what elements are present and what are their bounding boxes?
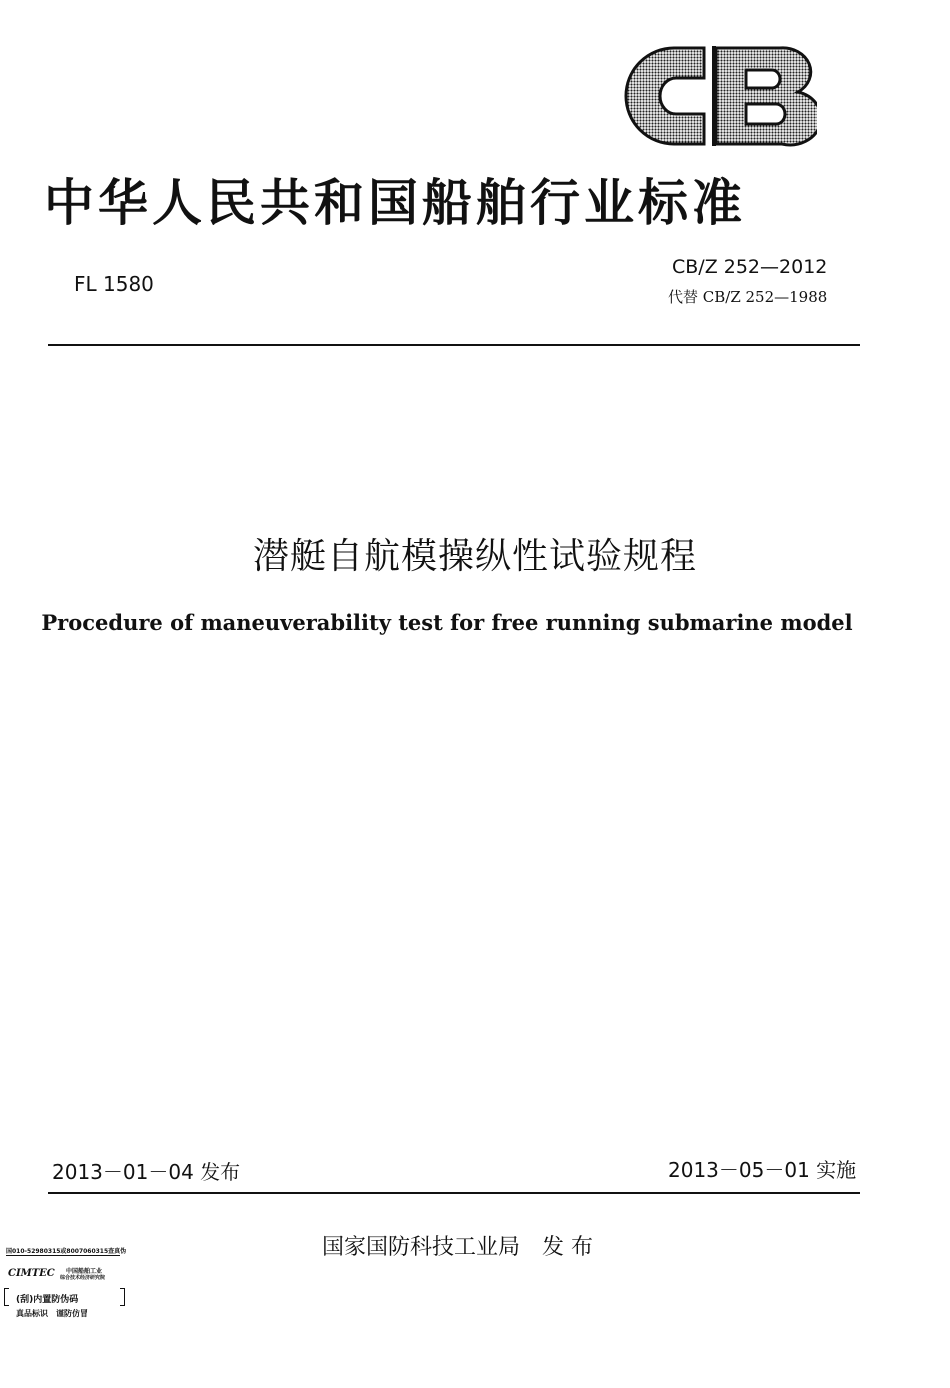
logo-b-shape bbox=[716, 48, 817, 145]
stamp-bracket-right bbox=[120, 1288, 125, 1306]
issue-date: 2013－01－04 发布 bbox=[52, 1160, 241, 1184]
classification-code: FL 1580 bbox=[74, 272, 154, 296]
stamp-bracket-left bbox=[4, 1288, 9, 1306]
stamp-divider bbox=[6, 1255, 120, 1256]
document-title-english: Procedure of maneuverability test for free running submarine model bbox=[41, 610, 853, 635]
stamp-org-2: 综合技术经济研究院 bbox=[60, 1275, 106, 1281]
document-title-chinese: 潜艇自航模操纵性试验规程 bbox=[252, 536, 697, 577]
standard-number: CB/Z 252—2012 bbox=[672, 256, 828, 278]
cb-logo bbox=[612, 44, 817, 148]
implementation-date: 2013－05－01 实施 bbox=[668, 1158, 857, 1182]
stamp-authentic-mark: 真品标识 谨防仿冒 bbox=[16, 1309, 88, 1318]
stamp-scratch-code: (刮)内置防伪码 bbox=[16, 1295, 79, 1305]
header-divider bbox=[48, 344, 860, 346]
anti-counterfeit-stamp bbox=[4, 1240, 126, 1322]
footer-divider bbox=[48, 1192, 860, 1194]
stamp-org-1: 中国船舶工业 bbox=[66, 1268, 103, 1275]
stamp-verify-line: 国010-52980315或8007060315查真伪 bbox=[6, 1248, 127, 1255]
publisher: 国家国防科技工业局 发 布 bbox=[322, 1235, 593, 1260]
replaces-standard: 代替 CB/Z 252—1988 bbox=[668, 288, 828, 306]
standard-category-title: 中华人民共和国船舶行业标准 bbox=[44, 174, 746, 232]
stamp-brand: CIMTEC bbox=[8, 1268, 55, 1279]
logo-c-shape bbox=[626, 48, 704, 144]
